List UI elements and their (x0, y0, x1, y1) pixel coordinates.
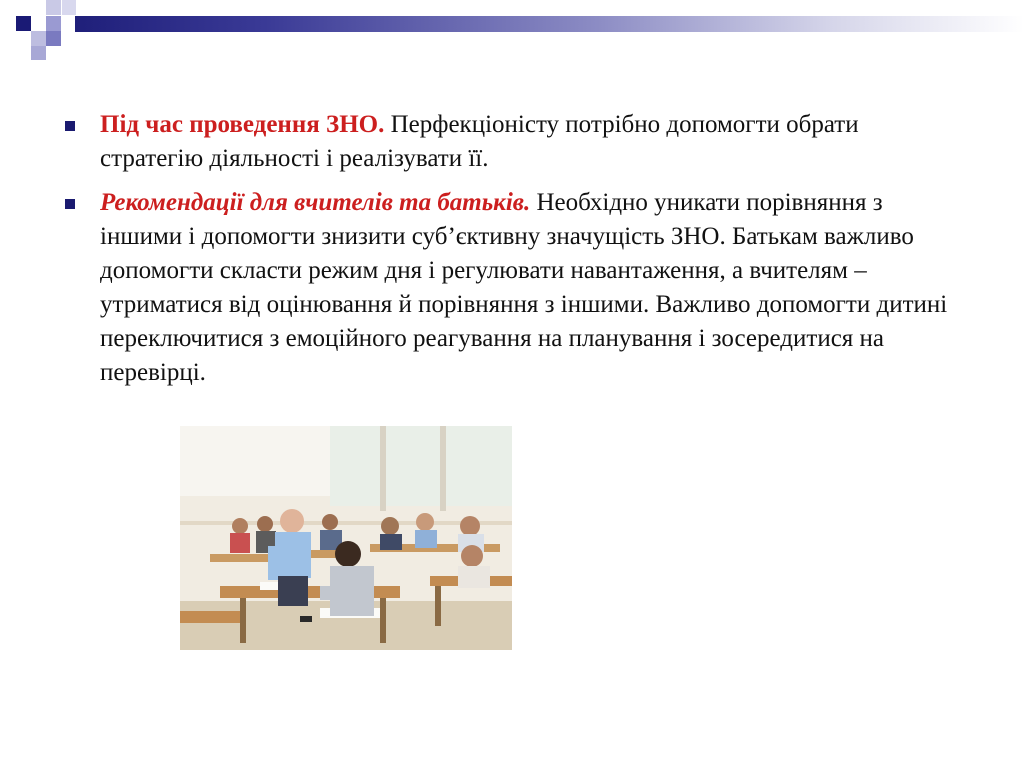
bullet-text: Перфекціоністу потрібно допомогти обрати стратегію діяльності і реалізувати її. (100, 111, 859, 172)
bullet-lead: Під час проведення ЗНО. (100, 111, 385, 138)
bullet-item (60, 186, 960, 390)
decor-square (31, 46, 46, 60)
decor-square (31, 31, 46, 46)
square-bullet-icon (65, 199, 75, 209)
decor-square (16, 16, 31, 31)
bullet-item (60, 108, 960, 176)
header-gradient-bar (75, 16, 1024, 32)
classroom-exam-illustration (180, 426, 512, 650)
classroom-exam-photo (180, 426, 512, 650)
square-bullet-icon (65, 121, 75, 131)
decor-square (62, 0, 76, 15)
slide-body (60, 108, 960, 400)
decor-square (46, 16, 61, 31)
bullet-text: Необхідно уникати порівняння з іншими і допомогти знизити суб’єктивну значущість ЗНО. Батькам важливо допомогти скласти режим дня і регулювати навантаження, а вчителям – утриматися від оцінювання й порівняння з іншими. Важливо допомогти дитині переключитися з емоційного реагування на планування і зосередитися на перевірці. (100, 189, 948, 386)
decor-square (46, 0, 61, 15)
decor-square (46, 31, 61, 46)
bullet-lead: Рекомендації для вчителів та батьків. (100, 189, 531, 216)
